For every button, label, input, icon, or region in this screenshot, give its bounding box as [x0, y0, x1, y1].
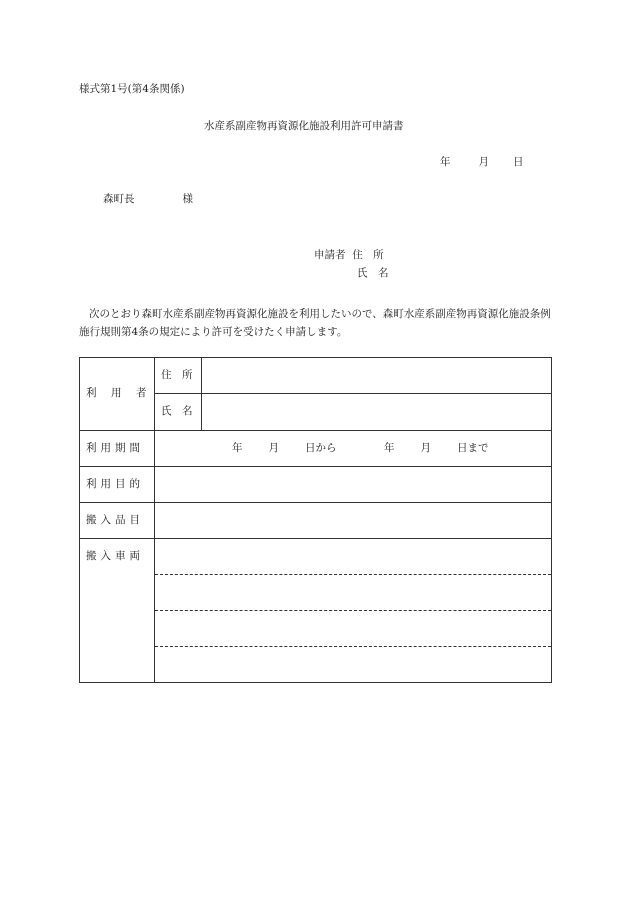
period-from-month: 月: [268, 442, 279, 454]
addressee-name: 森町長: [103, 193, 135, 205]
date-month: 月: [478, 156, 489, 168]
purpose-label: 利用目的: [86, 478, 144, 490]
applicant-label: 申請者: [314, 249, 346, 261]
addressee-honorific: 様: [182, 193, 193, 205]
vehicles-field[interactable]: [155, 539, 551, 682]
period-from-day: 日から: [305, 442, 337, 454]
body-text: 次のとおり森町水産系副産物再資源化施設を利用したいので、森町水産系副産物再資源化施設条例施行規則第4条の規定により許可を受けたく申請します。: [79, 308, 551, 338]
date-line: [440, 157, 524, 168]
user-name-field[interactable]: [202, 394, 551, 429]
applicant-address-label: 住 所: [352, 249, 384, 261]
vehicles-label: 搬入車両: [86, 550, 144, 562]
user-address-label: 住 所: [161, 369, 193, 381]
items-field[interactable]: [155, 503, 551, 537]
date-day: 日: [513, 156, 524, 168]
period-from-year: 年: [232, 442, 243, 454]
user-label: 利 用 者: [86, 387, 149, 399]
table-divider: [79, 430, 552, 431]
period-to-year: 年: [384, 442, 395, 454]
user-address-field[interactable]: [202, 358, 551, 393]
period-to-day: 日まで: [457, 442, 489, 454]
period-label: 利用期間: [86, 442, 144, 454]
items-label: 搬入品目: [86, 514, 144, 526]
user-name-label: 氏 名: [161, 405, 193, 417]
purpose-field[interactable]: [155, 467, 551, 501]
period-from: [232, 443, 337, 454]
form-number: 様式第1号(第4条関係): [79, 83, 185, 95]
period-to: [384, 443, 489, 454]
addressee: [103, 194, 193, 205]
document-title: 水産系副産物再資源化施設利用許可申請書: [204, 120, 404, 132]
applicant-name-label: 氏 名: [357, 267, 389, 279]
period-to-month: 月: [420, 442, 431, 454]
date-year: 年: [440, 156, 451, 168]
applicant-address-line: [314, 250, 384, 261]
